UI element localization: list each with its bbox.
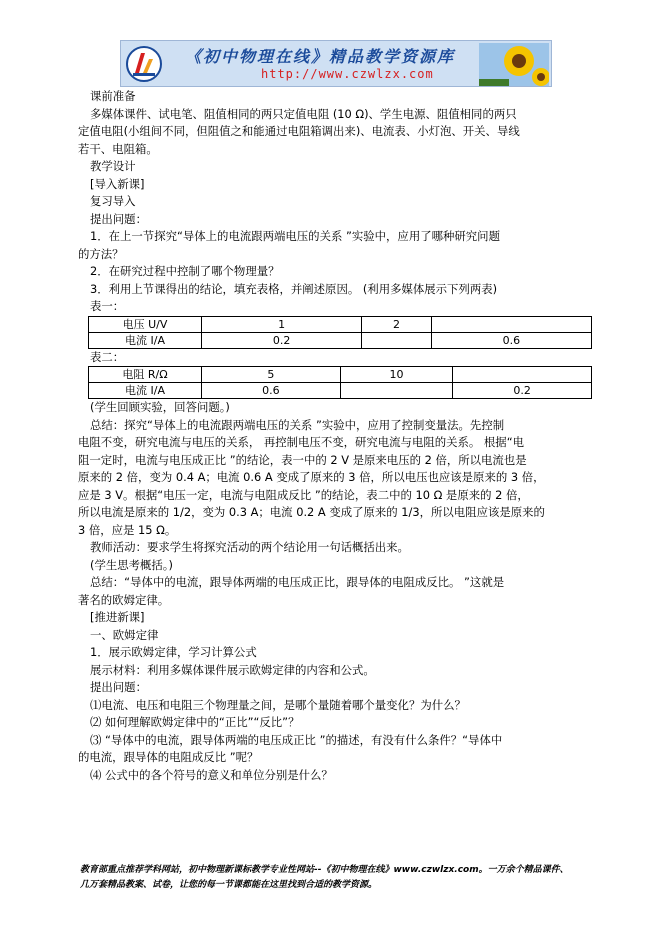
table-cell: 电流 I/A <box>89 332 202 348</box>
table-cell: 0.2 <box>453 383 592 399</box>
text-line: 教师活动：要求学生将探究活动的两个结论用一句话概括出来。 <box>90 540 409 554</box>
table-cell: 2 <box>362 316 431 332</box>
table-cell: 10 <box>340 367 453 383</box>
text-line: 1．展示欧姆定律，学习计算公式 <box>90 645 257 659</box>
table-cell: 0.2 <box>202 332 362 348</box>
section-heading: [推进新课] <box>90 610 145 624</box>
table-resistance-current <box>88 366 592 399</box>
table-row <box>89 383 592 399</box>
table-row <box>89 332 592 348</box>
footer-line: 几万套精品教案、试卷，让您的每一节课都能在这里找到合适的教学资源。 <box>80 880 378 890</box>
question-line: 3．利用上节课得出的结论，填充表格，并阐述原因。 (利用多媒体展示下列两表) <box>90 281 498 296</box>
section-heading: 教学设计 <box>90 159 136 173</box>
summary-line: 总结：探究“导体上的电流跟两端电压的关系 ”实验中，应用了控制变量法。先控制 <box>90 417 505 432</box>
table-cell: 电压 U/V <box>89 316 202 332</box>
summary-line: 电阻不变，研究电流与电压的关系， 再控制电压不变，研究电流与电阻的关系。 根据“电 <box>78 435 524 449</box>
question-line: ⑷ 公式中的各个符号的意义和单位分别是什么？ <box>90 767 333 782</box>
header-banner <box>120 40 552 87</box>
summary-line: 3 倍，应是 15 Ω。 <box>78 522 177 537</box>
table-row <box>89 316 592 332</box>
section-heading: 一、欧姆定律 <box>90 627 159 642</box>
table-cell <box>340 383 453 399</box>
text-line: 多媒体课件、试电笔、阻值相同的两只定值电阻 (10 Ω)、学生电源、阻值相同的两只 <box>90 106 517 121</box>
banner-title: 《初中物理在线》精品教学资源库 <box>185 47 456 66</box>
text-line: 定值电阻(小组间不同，但阻值之和能通过电阻箱调出来)、电流表、小灯泡、开关、导线 <box>78 124 520 138</box>
table-cell <box>453 367 592 383</box>
summary-line: 应是 3 V。根据“电压一定，电流与电阻成反比 ”的结论，表二中的 10 Ω 是原来的 2 倍， <box>78 487 529 502</box>
summary-line: 总结：“导体中的电流，跟导体两端的电压成正比，跟导体的电阻成反比。 ”这就是 <box>90 575 505 589</box>
table-cell <box>362 332 431 348</box>
question-line: 的电流，跟导体的电阻成反比 ”呢？ <box>78 750 259 764</box>
table-label: 表一： <box>90 299 125 313</box>
table-cell: 1 <box>202 316 362 332</box>
question-line: 2．在研究过程中控制了哪个物理量？ <box>90 264 280 278</box>
text-line: 提出问题： <box>90 680 147 694</box>
footer-line: 教育部重点推荐学科网站，初中物理新课标教学专业性网站--《初中物理在线》www.czwlzx.com。一万余个精品课件、 <box>80 865 569 875</box>
table-label: 表二： <box>90 349 125 364</box>
question-line: 1．在上一节探究“导体上的电流跟两端电压的关系 ”实验中，应用了哪种研究问题 <box>90 229 500 243</box>
lesson-content <box>78 88 578 784</box>
table-cell: 电流 I/A <box>89 383 202 399</box>
question-line: ⑴电流、电压和电阻三个物理量之间，是哪个量随着哪个量变化？为什么？ <box>90 697 466 712</box>
text-line: 课前准备 <box>90 89 136 103</box>
summary-line: 著名的欧姆定律。 <box>78 592 170 607</box>
table-row <box>89 367 592 383</box>
text-line: (学生思考概括。) <box>90 557 173 572</box>
page-footer <box>80 863 580 893</box>
text-line: 复习导入 <box>90 194 136 208</box>
summary-line: 所以电流是原来的 1/2，变为 0.3 A；电流 0.2 A 变成了原来的 1/3，所以电阻应该是原来的 <box>78 505 545 519</box>
question-line: ⑶ “导体中的电流，跟导体两端的电压成正比 ”的描述，有没有什么条件？“导体中 <box>90 732 503 747</box>
summary-line: 原来的 2 倍，变为 0.4 A；电流 0.6 A 变成了原来的 3 倍，所以电压也应该是原来的 3 倍， <box>78 470 545 484</box>
question-line: ⑵ 如何理解欧姆定律中的“正比”“反比”？ <box>90 715 300 729</box>
table-cell: 0.6 <box>202 383 341 399</box>
table-voltage-current <box>88 316 592 349</box>
banner-url[interactable]: http://www.czwlzx.com <box>261 67 434 81</box>
text-line: 展示材料：利用多媒体课件展示欧姆定律的内容和公式。 <box>90 662 375 677</box>
table-cell <box>431 316 591 332</box>
sunflower-icon <box>479 43 549 86</box>
logo-icon <box>125 45 163 83</box>
table-cell: 0.6 <box>431 332 591 348</box>
text-line: (学生回顾实验，回答问题。) <box>90 400 230 414</box>
summary-line: 阻一定时，电流与电压成正比 ”的结论，表一中的 2 V 是原来电压的 2 倍，所以电流也是 <box>78 452 527 467</box>
text-line: 若干、电阻箱。 <box>78 141 158 156</box>
table-cell: 电阻 R/Ω <box>89 367 202 383</box>
table-cell: 5 <box>202 367 341 383</box>
section-heading: [导入新课] <box>90 176 145 191</box>
text-line: 提出问题： <box>90 211 147 226</box>
question-line: 的方法？ <box>78 246 124 261</box>
